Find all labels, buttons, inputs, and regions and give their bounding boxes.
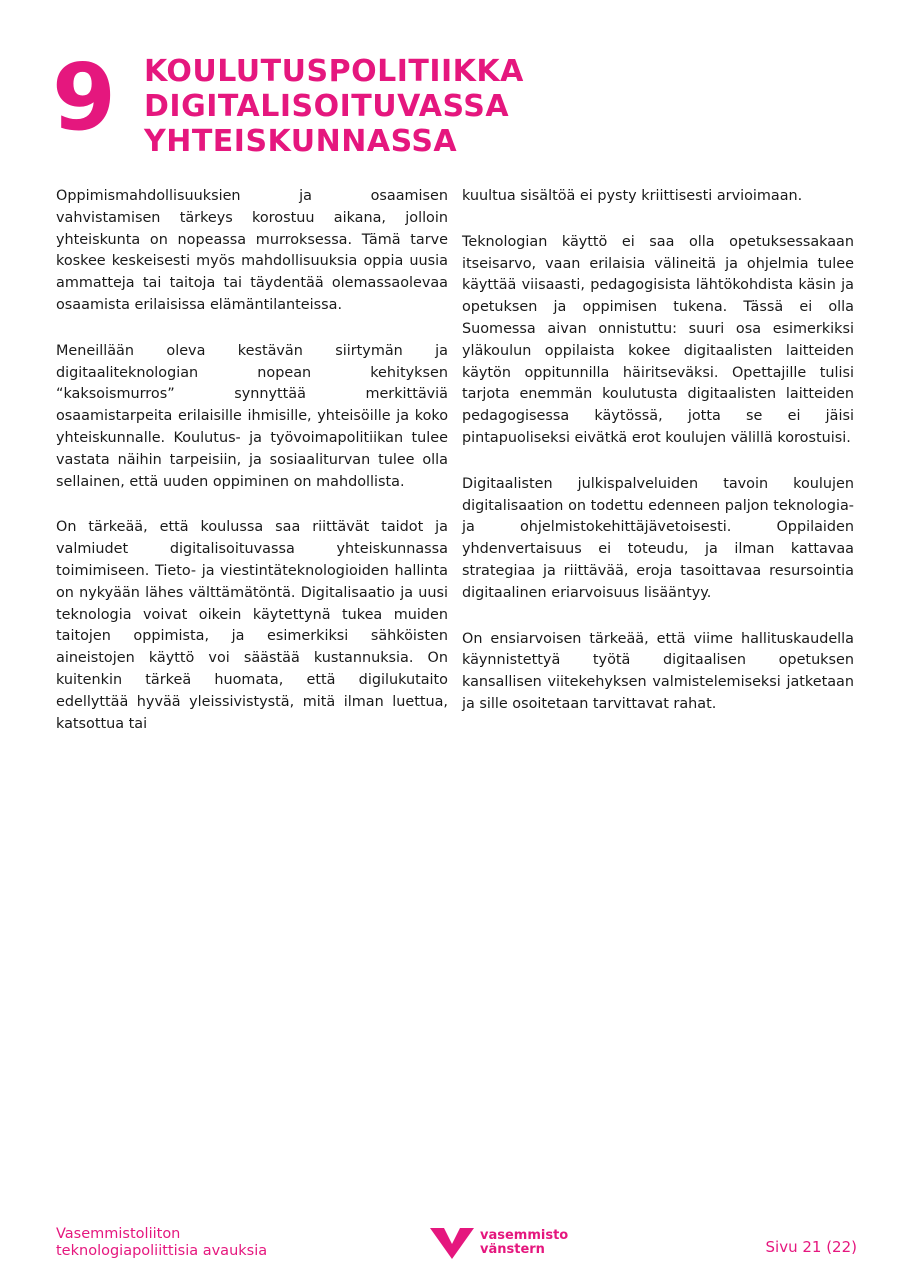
- chapter-title-line: YHTEISKUNNASSA: [144, 124, 458, 159]
- paragraph: kuultua sisältöä ei pysty kriittisesti arvioimaan.: [462, 188, 803, 204]
- vasemmisto-v-logo-icon: [430, 1226, 474, 1260]
- logo-line: vasemmisto: [480, 1228, 569, 1243]
- paragraph: Meneillään oleva kestävän siirtymän ja digitaaliteknologian nopean kehityksen “kaksoismurros” synnyttää merkittäviä osaamistarpeita erilaisille ihmisille, yhteisöille ja koko yhteiskunnalle. Koulutus- ja työvoimapolitiikan tulee vastata näihin tarpeisiin, ja sosiaaliturvan tulee olla sellainen, että uuden oppiminen on mahdollista.: [56, 342, 448, 490]
- left-column: [56, 186, 448, 759]
- footer-line: Vasemmistoliiton: [56, 1226, 181, 1242]
- chapter-header: [52, 44, 872, 168]
- party-logo: [430, 1224, 570, 1264]
- paragraph: On tärkeää, että koulussa saa riittävät taidot ja valmiudet digitalisoituvassa yhteiskunnassa toimimiseen. Tieto- ja viestintäteknologioiden hallinta on nykyään lähes välttämätöntä. Digitalisaatio ja uusi teknologia voivat oikein käytettynä tukea muiden taitojen oppimista, ja esimerkiksi sähköisten aineistojen käyttö voi säästää kustannuksia. On kuitenkin tärkeä huomata, että digilukutaito edellyttää hyvää yleissivistystä, mitä ilman luettua, katsottua tai: [56, 519, 448, 732]
- paragraph: Digitaalisten julkispalveluiden tavoin koulujen digitalisaation on todettu edenneen paljon teknologia- ja ohjelmistokehittäjävetoisesti. Oppilaiden yhdenvertaisuus ei toteudu, ja ilman kattavaa strategiaa ja riittävää, eroja tasoittavaa resursointia digitaalinen eriarvoisuus lisääntyy.: [462, 475, 854, 601]
- footer-line: teknologiapoliittisia avauksia: [56, 1243, 268, 1259]
- page-footer: [56, 1224, 857, 1264]
- right-column: [462, 186, 854, 740]
- paragraph: Oppimismahdollisuuksien ja osaamisen vahvistamisen tärkeys korostuu aikana, jolloin yhteiskunta on nopeassa murroksessa. Tämä tarve koskee keskeisesti myös mahdollisuuksia oppia uusia ammatteja tai taitoja tai täydentää olemassaolevaa osaamista erilaisissa elämäntilanteissa.: [56, 188, 448, 313]
- chapter-title: [144, 54, 524, 159]
- paragraph: On ensiarvoisen tärkeää, että viime hallituskaudella käynnistettyä työtä digitaalisen opetuksen kansallisen viitekehyksen valmistelemiseksi jatketaan ja sille osoitetaan tarvittavat rahat.: [462, 630, 854, 712]
- footer-publication-title: [56, 1226, 267, 1260]
- chapter-title-line: KOULUTUSPOLITIIKKA: [144, 54, 524, 89]
- page-number: Sivu 21 (22): [765, 1238, 857, 1256]
- logo-line: vänstern: [480, 1242, 545, 1257]
- paragraph: Teknologian käyttö ei saa olla opetuksessakaan itseisarvo, vaan erilaisia välineitä ja ohjelmia tulee käyttää viisaasti, pedagogisista lähtökohdista käsin ja opetuksen ja oppimisen tukena. Tässä ei olla Suomessa aivan onnistuttu: suuri osa esimerkiksi yläkoulun oppilaista kokee digitaalisten laitteiden käytön oppitunnilla häiritseväksi. Opettajille tulisi tarjota enemmän koulutusta digitaalisten laitteiden pedagogisessa käytössä, jotta se ei jäisi pintapuoliseksi eivätkä erot koulujen välillä korostuisi.: [462, 233, 854, 446]
- chapter-number: 9: [52, 44, 117, 151]
- logo-wordmark: [480, 1229, 568, 1257]
- chapter-title-line: DIGITALISOITUVASSA: [144, 89, 510, 124]
